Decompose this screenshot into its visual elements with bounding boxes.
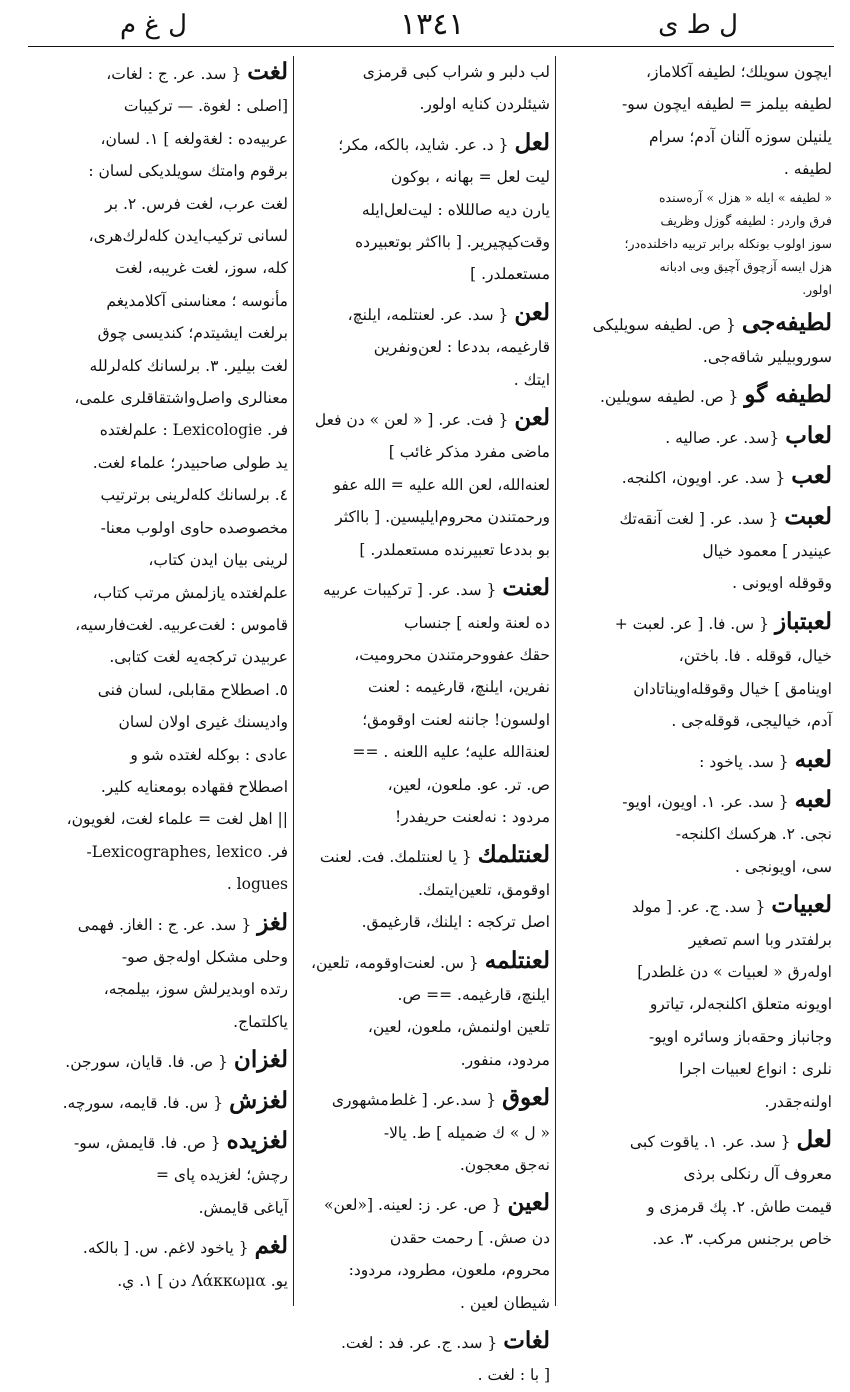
entry-text: اوينامق ] خيال وقوقله‌اويناتادان [633,679,832,698]
entry-headword: لعنتلمك [477,841,550,869]
entry-line [298,1222,550,1254]
entry-line [560,379,832,413]
entry-text: شيطان لعين . [460,1293,550,1312]
entry-headword: لغزيده [226,1127,288,1154]
dictionary-entry [298,1082,550,1181]
entry-text: { يا لعنتلمك. فت. لعنت [319,848,472,867]
entry-text: خاص برجنس مركب. ٣. عد. [652,1230,832,1249]
entry-text: || اهل لغت = علماء لغت، لغويون، [66,810,288,829]
dictionary-entry [298,572,550,833]
entry-text: لب دلبر و شراب كبى قرمزى [362,63,550,81]
entry-line [298,769,550,801]
entry-line [298,402,550,436]
entry-text: { ص. لطيفه سويليكى [592,315,736,334]
entry-text: فر. Lexicographes, lexico- [86,842,288,861]
entry-text: { سد. عر. لعنتلمه، ايلنچ، [347,305,509,324]
entry-text: برقوم وامتك سويلديكى لسان : [88,162,288,181]
entry-line [298,839,550,873]
entry-headword: لغت [247,58,288,85]
entry-text: محروم، ملعون، مطرود، مردود: [348,1261,550,1280]
entry-headword: لعين [507,1189,550,1217]
entry-line [560,1158,832,1190]
entry-line [298,671,550,703]
entry-line [298,161,550,193]
entry-text: تلعين اولنمش، ملعون، لعين، [367,1018,550,1037]
column-middle [298,56,550,1385]
entry-text: لطيفه بيلمز = لطيفه ايچون سو- [621,95,832,114]
entry-line [30,803,288,835]
entry-text: { سد. عر. ج : لغات، [106,65,242,83]
entry-line [298,1359,550,1391]
entry-text: عربيه‌ده : لغةولغه ] ١. لسان، [100,129,288,148]
entry-line [298,801,550,833]
entry-text: { س. لعنت‌اوقومه، تلعين، [310,953,479,972]
entry-text: لسانى تركيب‌ايدن كله‌لرك‌هرى، [88,227,288,246]
entry-headword: لعبه [794,745,832,773]
entry-line [560,501,832,535]
entry-text: { سد. عر. ج : الغاز. فهمى [77,915,252,934]
entry-text: ٤. برلسانك كله‌لرينى برترتيب [100,486,288,505]
dictionary-entry [560,307,832,374]
entry-line [298,1254,550,1286]
entry-text: قيمت طاش. ٢. پك قرمزى و [647,1197,832,1216]
entry-headword: لغز [257,908,288,936]
entry-text: لعنةالله عليه؛ عليه اللعنه . == [352,743,550,762]
entry-text: شيئلردن كنايه اولور. [419,95,550,114]
entry-line [560,988,832,1020]
entry-line [30,706,288,738]
entry-line [560,889,832,923]
entry-line [298,639,550,671]
entry-line [30,220,288,252]
entry-line [30,382,288,414]
entry-line [30,609,288,641]
entry-line [298,226,550,258]
entry-line [298,572,550,606]
entry-text: قارغيمه، بددعا : لعن‌ونفرين [373,338,550,357]
entry-text: لغت بيلير. ٣. برلسانك كله‌لرلله [89,356,288,375]
dictionary-entry [560,420,832,454]
entry-line [560,341,832,373]
entry-line [30,1006,288,1038]
entry-headword: لعبتباز [774,607,832,635]
entry-headword: لغزش [229,1086,288,1114]
entry-note-line: سوز اولوب بونكله برابر تربيه داخلنده‌در؛ [624,235,832,251]
entry-line [560,567,832,599]
dictionary-entry [30,1085,288,1119]
entry-text: { ص. فا. قايان، سورجن. [65,1053,228,1072]
entry-line [298,1149,550,1181]
entry-line [298,736,550,768]
entry-line [30,836,288,868]
entry-line [560,851,832,883]
entry-line [298,1325,550,1359]
dictionary-entry [298,297,550,396]
entry-line [298,607,550,639]
dictionary-entry [298,1187,550,1319]
entry-text: اصطلاح فقهاده بومعنايه كلير. [100,777,288,796]
header-rule [28,46,834,47]
entry-line [30,317,288,349]
entry-note-line: هزل ايسه آزچوق آچيق وبى ادبانه [659,258,832,274]
entry-line [30,252,288,284]
entry-text: معنالرى واصل‌واشتقاقلرى علمى، [74,389,288,408]
entry-text: { ص. لطيفه سويلين. [599,388,739,407]
entry-text: آياغى قايمش. [198,1198,288,1217]
entry-line [560,705,832,737]
entry-headword: لطيفه گو [744,381,832,409]
entry-text: نلرى : انواع لعبيات اجرا [679,1060,832,1079]
entry-text: لغت عرب، لغت فرس. ٢. بر [105,194,288,213]
entry-text: { ياخود لاغم. س. [ بالكه. [82,1239,249,1258]
entry-text: اولسون! جاننه لعنت اوقومق؛ [362,710,550,729]
entry-line [30,90,288,122]
entry-text: مخصوصده حاوى اولوب معنا- [100,518,288,537]
entry-line [560,606,832,640]
dictionary-entry [560,889,832,1118]
entry-line [560,1124,832,1158]
entry-headword: لعل [796,1125,832,1153]
dictionary-entry [560,379,832,413]
entry-headword: لغزان [233,1046,288,1074]
entry-note-line: فرق واردر : لطيفه گوزل وظريف [660,212,832,228]
entry-text: { س. فا. [ عر. لعبت + [614,614,769,633]
entry-line [30,350,288,382]
entry-text: ٥. اصطلاح مقابلى، لسان فنى [97,680,288,699]
entry-text: بو بددعا تعبيرنده مستعملدر. ] [359,540,550,559]
entry-headword: لعن [514,298,550,326]
entry-text: يو. Λάκκωμα دن ] ١. ي. [117,1271,288,1290]
entry-line [298,88,550,120]
entry-line [298,469,550,501]
entry-line [30,1085,288,1119]
entry-line [298,1082,550,1116]
entry-text: ايلنچ، قارغيمه. == ص. [397,985,550,1004]
entry-line [30,1159,288,1191]
entry-line [298,297,550,331]
dictionary-entry [30,907,288,1039]
dictionary-entry [560,1124,832,1256]
entry-line [30,285,288,317]
entry-line [30,1230,288,1264]
entry-text: { س. فا. قايمه، سورچه. [62,1093,224,1112]
entry-text: سى، اويونجى . [734,857,832,876]
entry-text: ايچون سويلك؛ لطيفه آكلاماز، [646,63,832,81]
entry-line [560,460,832,494]
entry-text: اوقومق، تلعين‌ايتمك. [417,880,550,899]
column-divider [555,56,556,1306]
entry-headword: لعبيات [771,891,832,919]
entry-text: [ با : لغت . [477,1366,550,1385]
entry-text: مردود : نه‌لعنت حريفدر! [394,807,550,826]
entry-line [560,420,832,454]
entry-headword: لعنت [502,574,550,602]
entry-line [560,1053,832,1085]
entry-line [30,1192,288,1224]
entry-headword: لعل [514,128,550,156]
entry-line [30,907,288,941]
entry-text: يد طولى صاحبيدر؛ علماء لغت. [92,453,288,472]
entry-line [298,501,550,533]
entry-text: قاموس : لغت‌عربيه. لغت‌فارسيه، [75,615,288,634]
dictionary-entry [30,1230,288,1297]
entry-text: خيال، قوقله . فا. باختن، [678,647,832,666]
entry-line [298,331,550,363]
entry-line [298,1187,550,1221]
entry-line [560,307,832,341]
entry-text: { د. عر. شايد، بالكه، مكر؛ [338,135,509,154]
entry-line [298,945,550,979]
entry-line [30,1265,288,1297]
header-guide-word-right: ل ط ى [658,10,738,40]
entry-text: عربيدن تركجه‌يه لغت كتابى. [109,648,288,667]
entry-text: عادى : بوكله لغتده شو و [130,745,288,764]
entry-text: { سد.عر. [ غلط‌مشهورى [331,1091,497,1110]
entry-text: logues . [226,875,288,894]
entry-line [560,1191,832,1223]
entry-line [560,56,832,88]
entry-line [560,121,832,153]
entry-text: ده لعنة ولعنه ] جنساب [403,613,550,632]
entry-text: اويونه متعلق اكلنجه‌لر، تياترو [649,995,832,1014]
entry-line [560,88,832,120]
entry-line [30,414,288,446]
dictionary-entry [298,945,550,1077]
header-guide-word-left: ل غ م [120,10,188,40]
entry-text: لعنه‌الله، لعن الله عليه = الله عفو [333,475,550,494]
entry-text: آدم، خياليجى، قوقله‌جى . [671,712,832,731]
entry-text: { سد. عر. ١. اويون، اويو- [622,792,789,811]
entry-line [30,544,288,576]
entry-text: ص. تر. عو. ملعون، لعين، [387,775,550,794]
entry-headword: لعاب [785,421,832,449]
entry-text: واديسنك غيرى اولان لسان [118,713,288,732]
entry-text: علم‌لغتده يازلمش مرتب كتاب، [92,583,288,602]
entry-text: برلغت ايشيتدم؛ كنديسى چوق [97,324,288,343]
dictionary-entry [560,460,832,494]
entry-line [30,771,288,803]
entry-line [30,188,288,220]
entry-line [30,56,288,90]
entry-line [298,1117,550,1149]
entry-line [560,818,832,850]
entry-line [30,155,288,187]
entry-line [560,1021,832,1053]
entry-headword: لعبه [794,785,832,813]
entry-line [30,674,288,706]
entry-text: ورحمتندن محروم‌ايليسين. [ بااكثر [335,508,550,527]
entry-line [560,673,832,705]
entry-text: { سد. ياخود : [699,752,789,771]
dictionary-entry [298,839,550,938]
entry-text: يلنيلن سوزه آلنان آدم؛ سرام [648,127,832,146]
entry-text: ايتك . [513,370,550,389]
entry-line [298,436,550,468]
entry-headword: لطيفه‌جى [741,308,832,336]
entry-line [30,1125,288,1159]
entry-text: مردود، منفور. [460,1050,550,1069]
entry-text: وحلى مشكل اوله‌جق صو- [121,947,288,966]
entry-line [298,1011,550,1043]
entry-line [30,641,288,673]
entry-text: نه‌جق معجون. [459,1156,550,1174]
dictionary-entry [298,127,550,291]
entry-text: { ص. فا. قايمش، سو- [73,1134,221,1152]
entry-line [560,1086,832,1118]
dictionary-entry [30,1125,288,1224]
entry-line [560,784,832,818]
entry-text: ياكلتماج. [233,1012,288,1031]
entry-text: عينيدر ] معمود خيال [702,542,832,561]
dictionary-entry [560,606,832,738]
entry-text: مأنوسه ؛ معناسنى آكلامديغم [106,291,288,310]
entry-text: وقوقله اويونى . [732,574,832,593]
entry-text: [اصلى : لغوة. — تركيبات [123,97,288,116]
entry-text: لرينى بيان ايدن كتاب، [148,551,288,570]
entry-text: اوله‌رق « لعبيات » دن غلطدر] [637,962,832,981]
entry-text: { فت. عر. [ « لعن » دن فعل [314,411,509,430]
dictionary-entry [30,56,288,901]
entry-line [30,512,288,544]
entry-text: حقك عفووحرمتندن محروميت، [354,645,550,664]
entry-note-line: اولور. [802,281,832,297]
entry-text: {سد. عر. صاليه . [665,428,780,447]
dictionary-entry [560,784,832,883]
entry-text: { ص. عر. ز: لعينه. [«لعن» [324,1196,502,1215]
entry-text: وقت‌كيچيرير. [ بااكثر بوتعبيرده [354,233,550,252]
dictionary-entry [560,56,832,301]
column-right [560,56,832,1306]
entry-line [30,1044,288,1078]
dictionary-entry [560,501,832,600]
entry-line [298,534,550,566]
entry-text: { سد. ج. عر. [ مولد [631,898,766,917]
entry-text: دن صش. ] رحمت حقدن [389,1228,550,1247]
entry-line [560,153,832,185]
entry-text: { سد. عر. [ لغت آنقه‌تك [619,509,779,528]
page-number: ١٣٤١ [400,7,465,42]
dictionary-entry [298,1325,550,1392]
entry-text: نفرين، ايلنچ، قارغيمه : لعنت [368,678,550,697]
entry-line [298,127,550,161]
entry-line [298,704,550,736]
entry-line [298,258,550,290]
entry-text: سوروبيلير شاقه‌جى. [702,348,832,367]
entry-text: يارن ديه صالللاه : ليت‌لعل‌ايله [361,200,550,219]
entry-text: { سد. عر. ١. ياقوت كبى [629,1132,791,1151]
entry-line [298,874,550,906]
column-left [30,56,288,1306]
entry-line [30,123,288,155]
entry-headword: لعبت [784,502,832,530]
entry-text: مستعملدر. ] [470,265,550,284]
dictionary-entry [560,744,832,778]
entry-line [560,1223,832,1255]
entry-text: نجى. ٢. هركسك اكلنجه- [675,825,832,844]
entry-text: ليت لعل = بهانه ، بوكون [390,168,550,187]
entry-headword: لعب [791,462,832,490]
entry-headword: لغات [503,1327,550,1355]
entry-headword: لعن [514,404,550,432]
entry-line [298,906,550,938]
entry-line [30,739,288,771]
entry-text: وجانباز وحقه‌باز وسائره اويو- [648,1027,832,1046]
entry-line [298,364,550,396]
entry-line [560,640,832,672]
dictionary-entry [30,1044,288,1078]
entry-text: فر. Lexicologie : علم‌لغتده [99,421,288,440]
entry-line [30,973,288,1005]
entry-text: لطيفه . [783,160,832,179]
entry-line [30,941,288,973]
entry-line [560,535,832,567]
entry-text: { سد. عر. [ تركيبات عربيه [323,581,497,600]
entry-line [560,744,832,778]
entry-headword: لعنتلمه [484,946,550,974]
page-header [28,6,834,46]
entry-line [30,868,288,900]
column-divider [293,56,294,1306]
entry-note-line: « لطيفه » ايله « هزل » آره‌سنده [658,189,832,205]
entry-line [560,956,832,988]
entry-text: كله، سوز، لغت غريبه، لغت [115,259,288,278]
entry-headword: لغم [254,1232,288,1260]
entry-line [30,447,288,479]
entry-line [30,577,288,609]
entry-text: « ل » ك ضميله ] ط. يالا- [383,1123,550,1142]
entry-text: ماضى مفرد مذكر غائب ] [388,443,550,462]
entry-line [560,924,832,956]
entry-line [298,56,550,88]
entry-text: اولنه‌جقدر. [764,1092,832,1111]
entry-text: { سد. ج. عر. فد : لغت. [340,1334,498,1353]
entry-text: برلفتدر وبا اسم تصغير [688,930,832,949]
entry-text: رچش؛ لغزيده پاى = [155,1166,288,1185]
entry-headword: لعوق [502,1084,550,1112]
entry-line [298,1044,550,1076]
dictionary-entry [298,56,550,121]
entry-text: رتده اوبديرلش سوز، بيلمجه، [103,980,288,999]
dictionary-entry [298,402,550,566]
entry-text: { سد. عر. اويون، اكلنجه. [621,469,786,488]
entry-line [30,479,288,511]
entry-line [298,1287,550,1319]
entry-line [298,979,550,1011]
entry-line [298,194,550,226]
entry-text: اصل تركجه : ايلنك، قارغيمق. [361,913,550,932]
entry-text: معروف آل رنكلى برذى [683,1165,832,1184]
